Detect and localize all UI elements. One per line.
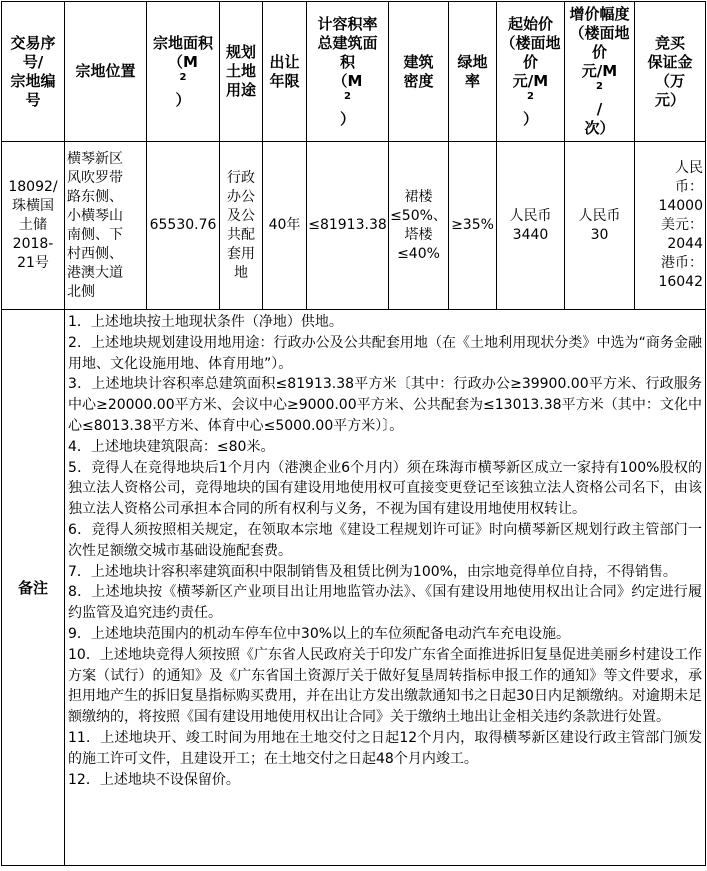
note-item: 5．竞得人在竞得地块后1个月内（港澳企业6个月内）须在珠海市横琴新区成立一家持有100%股权的独立法人资格公司，竞得地块的国有建设用地使用权可直接变更登记至该独立法人资格公司名下，由该独立法人资格公司承担本合同的所有权利与义务，不视为国有建设用地使用权转让。	[68, 459, 702, 518]
cell-green-ratio: ≥35%	[449, 142, 497, 310]
note-item: 7．上述地块计容积率建筑面积中限制销售及租赁比例为100%，由宗地竞得单位自持，不得销售。	[68, 563, 677, 580]
header-increment: 增价幅度 （楼面地 价 元/M $^2$ / 次）	[565, 2, 635, 142]
header-start-price: 起始价 （楼面地 价 元/M $^2$ ）	[497, 2, 565, 142]
note-item: 2．上述地块规划建设用地用途：行政办公及公共配套用地（在《土地利用现状分类》中选为“商务金融用地、文化设施用地、体育用地”）。	[68, 334, 702, 372]
note-item: 11．上述地块开、竣工时间为用地在土地交付之日起12个月内，取得横琴新区建设行政主管部门颁发的施工许可文件，且建设开工；在土地交付之日起48个月内竣工。	[68, 729, 702, 767]
cell-floor-area: ≤81913.38	[307, 142, 389, 310]
header-term: 出让 年限	[263, 2, 307, 142]
header-density: 建筑 密度	[389, 2, 449, 142]
cell-id: 18092/ 珠横国 土储 2018- 21号	[2, 142, 65, 310]
cell-increment: 人民币 30	[565, 142, 635, 310]
note-item: 4．上述地块建筑限高：≤80米。	[68, 438, 275, 455]
header-id: 交易序 号/ 宗地编 号	[2, 2, 65, 142]
note-item: 3．上述地块计容积率总建筑面积≤81913.38平方米〔其中：行政办公≥39900.00平方米、行政服务中心≥20000.00平方米、会议中心≥9000.00平方米、公共配套为≤13013.38平方米（其中：文化中心≤8013.38平方米、体育中心≤5000.00平方米）〕。	[68, 376, 702, 434]
cell-location: 横琴新区 风吹罗带 路东侧、 小横琴山 南侧、下 村西侧、 港澳大道 北侧	[65, 142, 147, 310]
note-item: 6．竞得人须按照相关规定，在领取本宗地《建设工程规划许可证》时向横琴新区规划行政主管部门一次性足额缴交城市基础设施配套费。	[68, 521, 702, 559]
note-item: 8．上述地块按《横琴新区产业项目出让用地监管办法》、《国有建设用地使用权出让合同》约定进行履约监管及追究违约责任。	[68, 584, 702, 622]
notes-content	[65, 310, 706, 866]
header-green-ratio: 绿地 率	[449, 2, 497, 142]
cell-term: 40年	[263, 142, 307, 310]
cell-start-price: 人民币 3440	[497, 142, 565, 310]
header-deposit: 竞买 保证金 （万 元）	[635, 2, 706, 142]
cell-density: 裙楼 ≤50%、 塔楼 ≤40%	[389, 142, 449, 310]
header-floor-area: 计容积率 总建筑面 积 （M $^2$ ）	[307, 2, 389, 142]
header-row	[2, 2, 706, 142]
land-auction-table	[1, 1, 706, 866]
notes-row	[2, 310, 706, 866]
note-item: 12．上述地块不设保留价。	[68, 771, 240, 788]
header-land-use: 规划 土地 用途	[220, 2, 263, 142]
table-row	[2, 142, 706, 310]
note-item: 1．上述地块按土地现状条件（净地）供地。	[68, 314, 343, 330]
cell-deposit: 人民 币： 14000 美元： 2044 港币： 16042	[635, 142, 706, 310]
header-area: 宗地面积 （M $^2$ ）	[147, 2, 220, 142]
note-item: 9．上述地块范围内的机动车停车位中30%以上的车位须配备电动汽车充电设施。	[68, 625, 571, 642]
note-item: 10．上述地块竞得人须按照《广东省人民政府关于印发广东省全面推进拆旧复垦促进美丽乡村建设工作方案（试行）的通知》及《广东省国土资源厅关于做好复垦周转指标申报工作的通知》等文件要求，承担用地产生的拆旧复垦指标购买费用，并在出让方发出缴款通知书之日起30日内足额缴纳。对逾期未足额缴纳的，将按照《国有建设用地使用权出让合同》关于缴纳土地出让金相关违约条款进行处置。	[68, 646, 702, 726]
notes-label: 备注	[2, 310, 65, 866]
cell-land-use: 行政 办公 及公 共配 套用 地	[220, 142, 263, 310]
cell-area: 65530.76	[147, 142, 220, 310]
header-location: 宗地位置	[65, 2, 147, 142]
